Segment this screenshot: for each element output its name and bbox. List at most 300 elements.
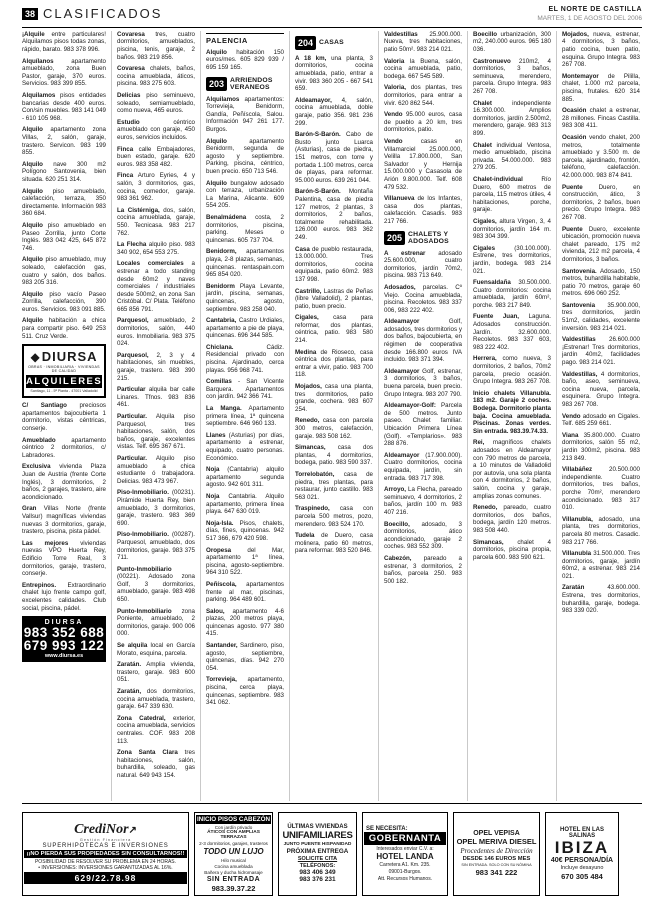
classified-ad: Alquilo piso amueblado, muy soleado, calefacción gas, cuatro y salón, dos baños. 983 205 316.: [22, 256, 106, 287]
classified-ad: Vendo 95.000 euros, casa de pueblo a 20 km, tres dormitorios, patio.: [384, 111, 462, 134]
classified-ad: Santander, Sardinero, piso, agosto, septiembre, quincenas, días. 942 270 054.: [206, 642, 284, 672]
classified-ad: Casa de pueblo restaurada, 13.000.000. Tres dormitorios, cocina equipada, patio 60m2. 983 137 998.: [295, 245, 373, 283]
classified-ad-lead: Salou,: [206, 607, 225, 615]
classified-ad: Alquilamos apartamentos: Torrevieja, Benidorm, Gandía, Peñíscola, Salou. Información 947 261 177. Burgos.: [206, 95, 284, 134]
classified-ad-lead: Villabáñez: [562, 466, 593, 474]
classified-ad-lead: La Cistérniga,: [117, 206, 160, 214]
classified-ad-lead: La Manga.: [206, 405, 242, 413]
classified-ad-lead: Aldeamayor-Golf:: [384, 402, 436, 410]
classified-ad: Mojados, casa una planta, tres dormitorios, patio grande, cochera. 983 607 254.: [295, 383, 373, 413]
classified-ad: Santovenia 35.900.000, tres dormitorios, jardín 51m2, calidades, excelente inversión. 983 214 021.: [562, 301, 640, 332]
classified-ad: Arroyo, La Flecha, pareado seminuevo, 4 dormitorios, 2 baños, jardín 100 m. 983 407 216.: [384, 486, 462, 516]
classified-ad-lead: Benidorm: [206, 282, 235, 290]
classified-ad: Barón-S-Barón. Montaña Palentina, casa de piedra 127 metros, 2 plantas, 3 dormitorios, 2 baños, totalmente rehabilitada. 126.000 euros. 983 362 249.: [295, 188, 373, 241]
classified-ad: Inicio chalets Villanubla. 183 m2. Garaje 2 coches. Bodega. Dormitorio planta baja. Cocina amueblada. Piscinas. Zonas verdes. Sin entrada. 983.39.74.33.: [473, 389, 551, 435]
credinor-ad: [22, 812, 189, 896]
ibiza-hotel: HOTEL EN LAS SALINAS: [560, 826, 604, 839]
classified-ad-lead: Zona Santa Clara: [117, 749, 178, 757]
classified-ad: Puente Duero, en construcción, ático, 3 dormitorios, 2 baños, buen precio. Grupo Integra. 983 267 708.: [562, 183, 640, 221]
ibiza-title: IBIZA: [554, 837, 610, 857]
credinor-line2: POSIBILIDAD DE RESOLVER SU PROBLEMA EN 24 HORAS.: [34, 859, 177, 866]
newspaper-name: EL NORTE DE CASTILLA: [548, 6, 642, 13]
credinor-warning: ¡¡NO PIERDA SUS PROPIEDADES SIN CONSULTARNOS!!: [24, 850, 187, 858]
classified-ad-lead: Alquilo: [206, 137, 227, 145]
classified-ad: Tudela de Duero, casa molinera, patio 60 metros, para reformar. 983 520 846.: [295, 532, 373, 555]
opel-ad: [453, 812, 540, 896]
cabezon-line: 2-3 dormitorios, garajes, trasteros: [199, 840, 268, 846]
classified-ad: Aldeamayor, 4, salón, cocina amueblada, doble garaje, patio 356. 981 236 299.: [295, 96, 373, 127]
classified-ad-lead: Rei,: [473, 439, 485, 447]
classified-ad: Alquilo apartamento Benidorm, segunda de agosto y septiembre. Parking, piscina, céntrico, buen precio. 650 713 546.: [206, 137, 284, 175]
classified-ad: Renedo, pareado, cuatro dormitorios, dos baños, bodega, jardín 120 metros. 983 508 440.: [473, 504, 551, 534]
classified-ad: Noja-Isla. Pisos, chalets, días, fines, quincenas. 942 517 366, 679 420 598.: [206, 519, 284, 542]
diursa-phone-number: 983 352 688: [23, 625, 105, 641]
classified-ad-lead: Cigales: [473, 244, 496, 252]
opel-phone: 983 341 222: [475, 868, 518, 878]
classified-ad: Covaresa chalets, baños, cocina amueblada, áticos, piscina. 983 275 603.: [117, 65, 195, 88]
classified-ad-lead: Delicias: [117, 92, 141, 100]
classified-ad: Villanubla 31.500.000. Tres dormitorios, garaje, jardín 60m2, a estrenar. 983 214 021.: [562, 550, 640, 580]
arrow-up-right-icon: ↗: [128, 825, 137, 837]
classified-ad: Noja (Cantabria) alquilo apartamento segunda agosto. 942 601 311.: [206, 466, 284, 489]
classified-ad: Ocasión chalet a estrenar, 28 millones. Fincas Castilla. 983 308 411.: [562, 107, 640, 130]
classified-ad-lead: Simancas,: [473, 538, 504, 546]
classified-ad: Viana 35.800.000. Cuatro dormitorios, salón 55 m2, jardín 300m2, piscina. 983 213 849.: [562, 431, 640, 462]
classified-ad-lead: Alquilo: [22, 290, 43, 298]
cabezon-highlight: SIN ENTRADA: [206, 875, 261, 883]
classified-ad: La Cistérniga, dos, salón, cocina amueblada, garaje, 550. Tecnicasa. 983 217 762.: [117, 206, 195, 237]
cabezon-feature: Cocina amueblada: [214, 863, 253, 869]
classified-ad: Parquesol, amueblado, 2 dormitorios, salón, 440 euros. Inmobiliaria. 983 375 024.: [117, 317, 195, 348]
classified-ad-lead: Simancas,: [295, 444, 326, 452]
opel-conditions: SIN ENTRADA. SOLO CON SU NÓMINA: [461, 863, 532, 868]
classified-ad-lead: Fuensaldaña: [473, 279, 511, 287]
classified-ad: Covaresa tres, cuatro dormitorios, amueblados, piscina, tenis, garaje, 2 baños. 983 219 856.: [117, 30, 195, 61]
classified-ad: Cantabria, Castro Urdiales, apartamento a pie de playa, quincenas. 696 344 585.: [206, 317, 284, 340]
classified-ad: Zaratán. Amplia vivienda, trastero, garaje. 983 600 051.: [117, 661, 195, 684]
classified-ad-lead: Piso-Inmobiliario.: [117, 531, 169, 539]
classified-ad: Barón-S-Barón. Cabo de Busto junto Luarca (Asturias), casa de piedra, 151 metros, con torre y portada 1.100 metros, cerca de playas, para reformar. 95.000 euros. 639 261 044.: [295, 131, 373, 184]
gobernanta-ad: [362, 812, 448, 896]
classified-ad-lead: Valdestillas: [384, 30, 418, 38]
diursa-product: ALQUILERES: [26, 376, 103, 388]
gobernanta-line1: Interesados enviar C.V. a:: [376, 845, 434, 852]
classified-ad: Punto-Inmobiliario (00221). Adosado zona Golf, 3 dormitorios, amueblado, garaje. 983 498 650.: [117, 565, 195, 604]
classified-ad: Comillas - San Vicente Barquera. Apartamentos con jardín. 942 366 741.: [206, 378, 284, 401]
classified-ad-lead: Noja-Isla.: [206, 519, 234, 527]
classified-ad: Villanueva de los Infantes, casa dos plantas, calefacción. Casadis. 983 217 766.: [384, 195, 462, 225]
classified-ad: Boecillo urbanización, 300 m2, 240.000 euros. 965 180 036.: [473, 30, 551, 54]
classified-ad-lead: Oropesa: [206, 546, 232, 554]
classified-ad: Se alquila local en García Morato, esquina, parcela.: [117, 642, 195, 657]
classified-ad-lead: Parquesol,: [117, 317, 149, 325]
classified-ad-lead: Alquilo: [22, 221, 43, 229]
classified-ad: Zaratán, dos dormitorios, cocina amueblada, trastero, garaje. 647 339 630.: [117, 688, 195, 711]
classified-ad: Castronuevo 210m2, 4 dormitorios, 3 baños, seminueva, merendero, parcela. Grupo Integra. 983 267 708.: [473, 57, 551, 96]
section-number-badge: 204: [295, 36, 316, 50]
classified-ad-lead: Inicio chalets Villanubla.: [473, 389, 551, 397]
gobernanta-company: HOTEL LANDA: [376, 851, 434, 861]
classified-ad-lead: Barón-S-Barón.: [295, 131, 341, 139]
credinor-services: SUPERHIPOTECAS E INVERSIONES: [42, 843, 169, 850]
classified-ad-lead: Torrevieja,: [206, 676, 237, 684]
diursa-address: Santiago, 11 - 5ª Planta - 47001 Valladolid: [30, 389, 98, 394]
classified-ad: Cigales (30.100.000). Estrene, tres dormitorios, jardín, bodega. 983 214 021.: [473, 244, 551, 275]
classified-ad: Herrera, como nueva, 3 dormitorios, 2 baños, 70m2 parcela, precio ocasión. Grupo Integra. 983 267 708.: [473, 355, 551, 386]
credinor-tagline: Gestión Financiera: [79, 837, 132, 843]
classified-ad: Puente Duero, excelente ubicación, promoción nueva chalet pareado, 175 m2 vivienda, 212 m2 parcela, 4 dormitorios, 3 baños.: [562, 225, 640, 263]
ibiza-price: 40€ PERSONA/DÍA: [550, 856, 614, 864]
gobernanta-needed: SE NECESITA:: [366, 825, 408, 832]
classified-ad-lead: Santovenia.: [562, 267, 597, 275]
section-header-205: [384, 231, 462, 245]
classified-ad: ¡Alquile entre particulares! Alquilamos pisos todas zonas, rápido, barato. 983 378 996.: [22, 30, 106, 54]
section-number-badge: 205: [384, 231, 405, 245]
classified-ad: Noja Cantabria. Alquilo apartamento, primera línea playa. 647 630 019.: [206, 492, 284, 516]
classified-ad: Valoria la Buena, salón, cocina amueblada, patio, bodega. 667 545 589.: [384, 57, 462, 80]
classified-ad-lead: Aldeamayor: [384, 451, 420, 459]
classified-ad-lead: Exclusiva: [22, 463, 51, 471]
section-title: CLASIFICADOS: [43, 6, 163, 21]
classified-ad: Amueblado apartamento céntrico 2 dormitorios, c/ Labradores.: [22, 436, 106, 459]
classified-ad-lead: Barón-S-Barón.: [295, 188, 341, 196]
classified-ad-lead: Noja: [206, 466, 220, 474]
unifam-tel-label: TELÉFONOS:: [299, 863, 336, 870]
classified-ad-lead: Amueblado: [22, 436, 56, 444]
classifieds-column-6: [467, 31, 551, 801]
classified-ad: Valdestillas 25.900.000. Nueva, tres habitaciones, patio 50m². 983 214 021.: [384, 30, 462, 54]
classified-ad: Valoria, dos plantas, tres dormitorios, para entrar a vivir. 620 862 544.: [384, 84, 462, 107]
classified-ad: Alquilo bungalow adosado con terraza, urbanización La Marina, Alicante. 609 554 205.: [206, 179, 284, 210]
cabezon-ad: [194, 812, 273, 896]
classified-ad-lead: Valoria: [384, 57, 405, 65]
bottom-divider: [22, 803, 642, 804]
classified-ad: Montemayor de Pililla, chalet, 1.000 m2 parcela, piscina, frutales. 620 314 885.: [562, 72, 640, 103]
classified-ad: Estudio céntrico amueblado con garaje, 450 euros, servicios incluidos.: [117, 118, 195, 141]
issue-date: MARTES, 1 DE AGOSTO DEL 2006: [537, 14, 642, 22]
classified-ad-lead: Finca: [117, 145, 134, 153]
classifieds-columns: [22, 31, 642, 801]
section-number-badge: 203: [206, 77, 227, 91]
unifamiliares-ad: [278, 812, 357, 896]
classified-ad-lead: Boecillo: [473, 30, 498, 38]
classified-ad: C/ Santiago preciosos apartamentos bajocubierta 1 dormitorio, vistas céntricas, conserje.: [22, 402, 106, 433]
classifieds-column-2: [111, 31, 195, 801]
credinor-phone: 629/22.78.98: [24, 872, 187, 884]
opel-dealer: OPEL VEPISA: [473, 830, 520, 838]
classified-ad-lead: Alquilo: [206, 48, 227, 56]
page-header: [22, 4, 642, 28]
classified-ad: Piso-Inmobiliario. (00231). Pirámide Huerta Rey, bien amueblado, 3 dormitorios, garaje, trastero. 983 369 690.: [117, 489, 195, 527]
unifam-title: UNIFAMILIARES: [282, 830, 353, 842]
classified-ad: Boecillo, adosado, 3 dormitorios, ático acondicionado, garaje 2 coches. 983 552 309.: [384, 520, 462, 551]
classified-ad-lead: Castrillo,: [295, 287, 322, 295]
unifam-line1: ÚLTIMAS VIVIENDAS: [287, 824, 348, 831]
classified-ad-lead: Alquilo: [22, 160, 43, 168]
classified-ad-lead: Vendo: [384, 111, 403, 119]
classified-ad: Benidorm Playa Levante, jardín, piscina, semanas, quincenas, agosto, septiembre. 983 258 040.: [206, 282, 284, 313]
classified-ad: Cigales, casa para reformar, dos plantas, céntrica, patio. 983 580 214.: [295, 314, 373, 345]
classified-ad-lead: Villanubla: [562, 550, 592, 558]
classified-ad-lead: Vendo: [562, 412, 581, 420]
classified-ad-lead: Covaresa: [117, 30, 145, 38]
classified-ad-lead: Valdestillas: [562, 336, 596, 344]
classified-ad: Zona Catedral, exterior, cocina amueblada, servicios centrales. COF. 983 208 113.: [117, 714, 195, 745]
classified-ad: Zaratán 43.600.000. Estrena, tres dormitorios, buhardilla, garaje, bodega. 983 339 020.: [562, 584, 640, 615]
cabezon-line: ÁTICOS CON AMPLIAS TERRAZAS: [207, 829, 260, 840]
classified-ad-lead: La Flecha: [117, 241, 147, 249]
classified-ad: Finca calle Embajadores, buen estado, garaje. 620 euros. 983 358 482.: [117, 145, 195, 168]
classified-ad: Santovenia. Adosado, 150 metros, buhardilla habitable, patio 70 metros, garaje 60 metros. 696 060 252.: [562, 267, 640, 298]
classified-ad-lead: Llanes: [206, 431, 226, 439]
classified-ad: Peñíscola, apartamentos frente al mar, piscinas, parking. 964 489 601.: [206, 580, 284, 604]
classified-ad-lead: Aldeamayor: [384, 367, 420, 375]
classified-ad: Alquílanos apartamento amueblado, zona Buen Pastor, garaje, 370 euros. Servicios. 983 399 855.: [22, 57, 106, 88]
classified-ad-lead: Boecillo,: [384, 520, 410, 528]
classified-ad: Simancas, chalet 4 dormitorios, piscina propia, parcela 600. 983 590 621.: [473, 538, 551, 561]
classified-ad: Castrillo, Lastras de Peñas (libre Valladolid), 2 plantas, patio, buen precio.: [295, 287, 373, 310]
classified-ad-lead: ¡Alquile: [22, 30, 45, 38]
classifieds-column-1: [22, 31, 106, 801]
classified-ad-lead: Traspinedo,: [295, 505, 330, 513]
classifieds-column-5: [378, 31, 462, 801]
classified-ad-lead: Punto-Inmobiliario: [117, 607, 172, 615]
section-header-204: [295, 36, 373, 50]
classified-ad-lead: Entrepinos.: [22, 581, 57, 589]
unifam-delivery: PRÓXIMA ENTREGA: [286, 848, 349, 856]
classified-ad: Alquilo piso amueblado, calefacción, terraza, 350 directamente. Información 983 360 684.: [22, 187, 106, 218]
classified-ad-lead: Alquílanos: [22, 57, 54, 65]
classified-ad-lead: Estudio: [117, 118, 140, 126]
classified-ad-lead: Chiclana.: [206, 343, 234, 351]
classified-ad: Cigales, altura Virgen, 3, 4 dormitorios, jardín 164 m. 983 304 399.: [473, 217, 551, 241]
section-header-203: [206, 77, 284, 91]
classified-ad: Chalet individual Ventosa, medio amueblado, piscina privada. 54.000.000. 983 279 205.: [473, 141, 551, 172]
classified-ad-lead: Adosados,: [384, 283, 416, 291]
classified-ad: Alquilo piso amueblado en Paseo Zorrilla, junto Corte Inglés. 983 042 425, 645 872 746.: [22, 221, 106, 252]
classified-ad-lead: Cigales,: [295, 314, 319, 322]
classified-ad: A 18 km, una planta, 3 dormitorios, cocina amueblada, patio, entrar a vivir. 983 360 205 - 667 541 659.: [295, 54, 373, 93]
classifieds-column-3: [200, 31, 284, 801]
classified-ad-lead: A 18 km,: [295, 54, 327, 62]
classified-ad: Salou, apartamento 4-6 plazas, 200 metros playa, quincenas agosto. 977 380 415.: [206, 607, 284, 638]
ibiza-ad: [545, 812, 619, 896]
classified-ad: Valdestillas, 4 dormitorios, baño, aseo, seminueva, cocina nueva, parcela, esquinera. Grupo Integra. 983 267 708.: [562, 370, 640, 408]
classified-ad-lead: Covaresa: [117, 65, 145, 73]
classified-ad-lead: Alquilo: [22, 256, 43, 264]
section-label: CHALETS Y ADOSADOS: [408, 230, 449, 245]
classified-ad: Particular. Alquilo piso amueblado a chica estudiante ó trabajadora. Delicias. 983 473 967.: [117, 454, 195, 485]
classified-ad-lead: Chalet: [473, 99, 492, 107]
diursa-website: www.diursa.es: [44, 653, 84, 660]
classified-ad: Traspinedo, casa con parcela 500 metros, pozo, merendero. 983 524 170.: [295, 505, 373, 528]
cabezon-phone: 983.39.37.22: [211, 883, 256, 893]
classified-ad-lead: Villanueva: [384, 195, 415, 203]
classified-ad: Chalet independiente 16.300.000. Amplios dormitorios, jardín 2.500m2, merendero, garaje. 983 313 899.: [473, 99, 551, 137]
ibiza-phone: 670 305 484: [561, 871, 603, 881]
classified-ad-lead: Zona Catedral,: [117, 714, 166, 722]
classified-ad-lead: Noja: [206, 492, 220, 500]
province-subhead: PALENCIA: [206, 33, 284, 45]
classified-ad-lead: Punto-Inmobiliario: [117, 565, 172, 573]
classified-ad: Torrelobatón, casa de piedra, tres plantas, para restaurar, junto castillo. 983 563 021.: [295, 470, 373, 501]
classifieds-column-7: [556, 31, 640, 801]
classified-ad-lead: Cabezón,: [384, 554, 412, 562]
unifam-phone1: 983 406 349: [299, 869, 336, 877]
classified-ad: Alquilo piso vacío Paseo Zorrilla, calefacción, 390 euros. Servicios. 983 091 885.: [22, 290, 106, 313]
diursa-phone-brand: DIURSA: [44, 619, 84, 627]
classified-ad: La Flecha alquilo piso. 983 340 902, 654 553 275.: [117, 241, 195, 256]
unifam-location: JUNTO PUENTE HISPANIDAD: [283, 842, 352, 848]
classified-ad-lead: Valdestillas,: [562, 370, 598, 378]
classified-ad: Ocasión vendo chalet, 200 metros, totalmente amueblado y 3.500 m. de parcela, ajardinado, frontón, teléfono, calefacción. 42.000.000. 983 874 841.: [562, 134, 640, 179]
opel-origin: Procedentes de Dirección: [460, 847, 533, 856]
classified-ad-lead: Santander,: [206, 642, 238, 650]
gobernanta-line3: 09001-Burgos.: [388, 868, 422, 875]
classified-ad: Aldeamayor Golf, adosados, tres dormitorios y dos baños, bajocubierta, en régimen de cooperativa desde 166.800 euros IVA incluido. 983 371 394.: [384, 318, 462, 364]
classified-ad-lead: Santovenia: [562, 301, 596, 309]
diamond-icon: ◆: [30, 349, 40, 364]
classified-ad: Villabáñez 20.500.000 independiente. Cuatro dormitorios, tres baños, porche 70m², merendero acondicionado. 983 317 010.: [562, 466, 640, 512]
classified-ad-lead: Las mejores: [22, 539, 69, 547]
classified-ad: Fuente Juan, Laguna. Adosados construcción. Jardín. 32.600.000. Recoletos. 983 337 603, 983 222 402.: [473, 313, 551, 351]
classified-ad: Chalet-individual Río Duero, 600 metros de parcela, 115 metros útiles, 4 habitaciones, porche, garaje.: [473, 175, 551, 214]
classified-ad-lead: Aldeamayor: [384, 318, 420, 326]
classified-ad-lead: Locales comerciales: [117, 260, 184, 268]
page-number: 38: [22, 8, 38, 20]
classified-ad: Chiclana. Cádiz. Residencial privado con piscina. Ajardinado, cerca playas. 956 968 741.: [206, 343, 284, 374]
classified-ad: Zona Santa Clara tres habitaciones, salón, buhardilla, soleado, gas natural. 649 943 154.: [117, 749, 195, 779]
diursa-brand-row: [26, 349, 102, 364]
classified-ad-lead: Comillas: [206, 378, 232, 386]
diursa-logo-ad: [22, 344, 106, 398]
section-label: CASAS: [319, 39, 344, 47]
classified-ad-lead: Alquilo: [22, 126, 43, 134]
section-label: ARRIENDOS VERANEOS: [230, 76, 273, 91]
classified-ad: Locales comerciales a estrenar a todo standing desde 60m2 y naves comerciales / industriales desde 500m2, en zona San Cristóbal. C/ Plata. Teléfono 665 856 791.: [117, 260, 195, 313]
classified-ad-lead: Piso-Inmobiliario.: [117, 489, 169, 497]
unifam-cta: SOLICITE CITA: [297, 856, 338, 863]
classified-ad: Adosados, parcelas. Cº Viejo. Cocina amueblada, piscina. Recoletos. 983 337 006, 983 222 402.: [384, 283, 462, 314]
classified-ad: Aldeamayor-Golf: Parcela de 500 metros. Junto paseo. Chalet familiar. Ubicación Primera Línea (Golf). «Templarios». 983 288 876.: [384, 402, 462, 448]
classified-ad-lead: Villanubla,: [562, 515, 593, 523]
classified-ad: Vendo adosado en Cigales. Telf. 685 259 661.: [562, 412, 640, 428]
classified-ad-lead: Ocasión: [562, 107, 587, 115]
classified-ad: Delicias piso seminuevo, soleado, semiamueblado, como nueva, 465 euros.: [117, 92, 195, 115]
classified-ad-lead: Alquilo: [22, 187, 43, 195]
classified-ad-lead: Parquesol,: [117, 351, 149, 359]
classified-ad-lead: Gran: [22, 505, 37, 513]
classified-ad: Alquilo habitación 150 euros/mes. 605 829 939 / 695 159 165.: [206, 48, 284, 72]
classified-ad-lead: Particular.: [117, 454, 147, 462]
classified-ad: Renedo, casa con parcela 300 metros, calefacción, garaje. 983 508 162.: [295, 417, 373, 440]
classified-ad-lead: Arroyo,: [384, 486, 407, 494]
classified-ad: La Manga. Apartamento primera línea, 1ª quincena septiembre. 646 960 133.: [206, 405, 284, 428]
display-ads-row: [22, 812, 642, 896]
classifieds-column-4: [289, 31, 373, 801]
opel-model: OPEL MERIVA DIESEL: [456, 837, 537, 847]
classified-ad: Alquilo habitación a chica para compartir piso. 649 253 511. Cruz Verde.: [22, 317, 106, 340]
classified-ad-lead: Cigales,: [473, 217, 497, 225]
classified-ad: Llanes (Asturias) por días, apartamento a estrenar, equipado, cuatro personas. Económico.: [206, 431, 284, 462]
classified-ad: Alquilamos pisos entidades bancarias desde 400 euros. Con/sin muebles. 983 141 049 - 610 105 968.: [22, 92, 106, 122]
diursa-tagline: OBRAS · INMOBILIARIA · VIVIENDAS DE CALIDAD: [28, 365, 100, 374]
classified-ad: Simancas, casa dos plantas, 4 dormitorios, bodega, patio. 983 590 337.: [295, 444, 373, 467]
classified-ad: Aldeamayor (17.900.000). Cuatro dormitorios, cocina equipada, jardín, sin entrada. 983 717 398.: [384, 451, 462, 482]
classified-ad: Torrevieja, apartamento, piscina, cerca playa, quincenas, septiembre. 983 341 062.: [206, 676, 284, 707]
cabezon-feature: Hilo musical: [221, 857, 246, 863]
classified-ad: Benidorm, apartamentos playa, 2-8 plazas, semanas, quincenas. rentaspain.com 965 854 020.: [206, 248, 284, 279]
classified-ad-lead: Zaratán,: [117, 688, 142, 695]
classified-ad: Vendo casas en Villamarciel 25.000.000, Velilla 17.800.000, San Salvador y Hernija 15.000.000 y Casasola de Arión 9.800.000. Telf. 608 479 532.: [384, 138, 462, 191]
classified-ad-lead: Renedo,: [295, 417, 320, 425]
classified-ad-lead: Peñíscola,: [206, 580, 237, 588]
classified-ad-lead: Herrera,: [473, 355, 497, 363]
classified-ad: Mojados, nueva, estrenar, 4 dormitorios, 3 baños, patio cocina, buen patio, esquina. Grupo Integra. 983 267 708.: [562, 30, 640, 69]
opel-price: DESDE 146 EUROS MES: [462, 856, 531, 863]
classified-ad: Alquilo nave 300 m2 Polígono Santovenia, bien situada. 620 251 314.: [22, 160, 106, 183]
classified-ad-lead: Benidorm,: [206, 248, 237, 256]
classified-ad: Benalmádena costa, 2 dormitorios, piscina, parking. Meses o quincenas. 605 737 704.: [206, 213, 284, 244]
cabezon-title: INICIO PISOS CABEZÓN: [196, 815, 271, 823]
classified-ad: Villanubla, adosado, una planta, tres dormitorios, parcela 80 metros. Casadic. 983 217 766.: [562, 515, 640, 546]
classified-ad: Medina de Rioseco, casa céntrica dos plantas, para entrar a vivir, patio. 983 700 118.: [295, 348, 373, 379]
classified-ad-lead: Cantabria,: [206, 317, 237, 325]
gobernanta-title: GOBERNANTA: [364, 832, 446, 845]
classified-ad-lead: Chalet-individual: [473, 175, 523, 183]
classified-ad-lead: Aldeamayor,: [295, 96, 332, 104]
classified-ad: Rei, magníficos chalets adosados en Aldeamayor con 790 metros de parcela, a 10 minutos de Valladolid por autovía, una sola planta con 4 dormitorios, 2 baños, salón, cocina y garaje, amplias zonas comunes.: [473, 439, 551, 500]
classified-ad: Exclusiva vivienda Plaza Juan de Austria (frente Corte Inglés), 3 dormitorios, 2 baños, 2 garajes, trastero, aire acondicionado.: [22, 463, 106, 501]
credinor-logo: CrediNor↗: [74, 822, 137, 838]
classified-ad: Cabezón, pareado a estrenar, 3 dormitorios, 2 baños, parcela 250. 983 500 182.: [384, 554, 462, 585]
diursa-phone-ad: [22, 616, 106, 662]
cabezon-feature: Bañera y ducha hidromasaje: [204, 869, 263, 875]
classified-ad: Aldeamayor Golf, estrenar, 3 dormitorios, 3 baños, buena parcela, buen precio. Grupo Integra. 983 207 790.: [384, 367, 462, 398]
classified-ad-lead: Renedo,: [473, 504, 498, 512]
classified-ad: Valdestillas 26.600.000 ¡Estrenar! Tres dormitorios, jardín 40m2, facilidades pago. 983 214 021.: [562, 336, 640, 367]
classified-ad: Particular alquila bar calle Linares. Tfnos. 983 836 461.: [117, 386, 195, 409]
classified-ad-lead: C/ Santiago: [22, 402, 67, 410]
classified-ad-lead: Vendo: [384, 138, 403, 145]
classified-ad: Fuensaldaña 30.500.000. Cuatro dormitorios: cocina amueblada, jardín 60m², porche. 983 217 849.: [473, 279, 551, 309]
classified-ad-lead: Valoria,: [384, 84, 407, 92]
diursa-brand: DIURSA: [41, 349, 98, 365]
classified-ad-lead: Alquilamos: [206, 95, 240, 103]
classified-ad-lead: Ocasión: [562, 134, 587, 141]
classified-ad: Las mejores viviendas nuevas VPO Huerta Rey, Edificio Torre Real, 3 dormitorios, garaje, trastero, conserje.: [22, 539, 106, 578]
classified-ad-lead: Finca: [117, 172, 134, 180]
unifam-phone2: 983 376 231: [299, 876, 336, 884]
classified-ad-lead: Fuente Juan,: [473, 313, 520, 321]
credinor-line3: • INVERSIONES: INVERSIONES GARANTIZADAS AL 16%.: [38, 865, 173, 872]
classified-ad-lead: Mojados,: [295, 383, 322, 391]
classified-ad: Oropesa del Mar, apartamento 1ª línea, piscina, agosto-septiembre. 964 310 522.: [206, 546, 284, 577]
classified-ad-lead: Zaratán.: [117, 661, 142, 669]
classified-ad: Particular. Alquila piso Parquesol, tres habitaciones, salón, dos baños, garaje, excelentes vistas. Telf. 695 367 671.: [117, 413, 195, 451]
classified-ad-lead: Particular.: [117, 413, 147, 420]
classified-ad-lead: Tudela: [295, 532, 315, 540]
classified-ad-lead: Viana: [562, 431, 579, 439]
classified-ad: Punto-Inmobiliario zona Poniente, amueblado, 2 dormitorios, garaje. 900 006 000.: [117, 607, 195, 638]
classified-ad: Parquesol, 2, 3 y 4 habitaciones, sin muebles, garaje, trastero. 983 390 215.: [117, 351, 195, 382]
classified-ad: Gran Villas Norte (frente Vallsur) magníficas viviendas nuevas 3 dormitorios, garaje, trastero, piscina, pista pádel.: [22, 505, 106, 536]
cabezon-slogan: TODO UN LUJO: [203, 846, 264, 856]
diursa-phone-number: 679 993 122: [23, 638, 105, 654]
classified-ad-lead: Chalet: [473, 141, 492, 149]
classified-ad-lead: Zaratán: [562, 584, 585, 592]
classified-ad-lead: Alquilo: [22, 317, 43, 325]
